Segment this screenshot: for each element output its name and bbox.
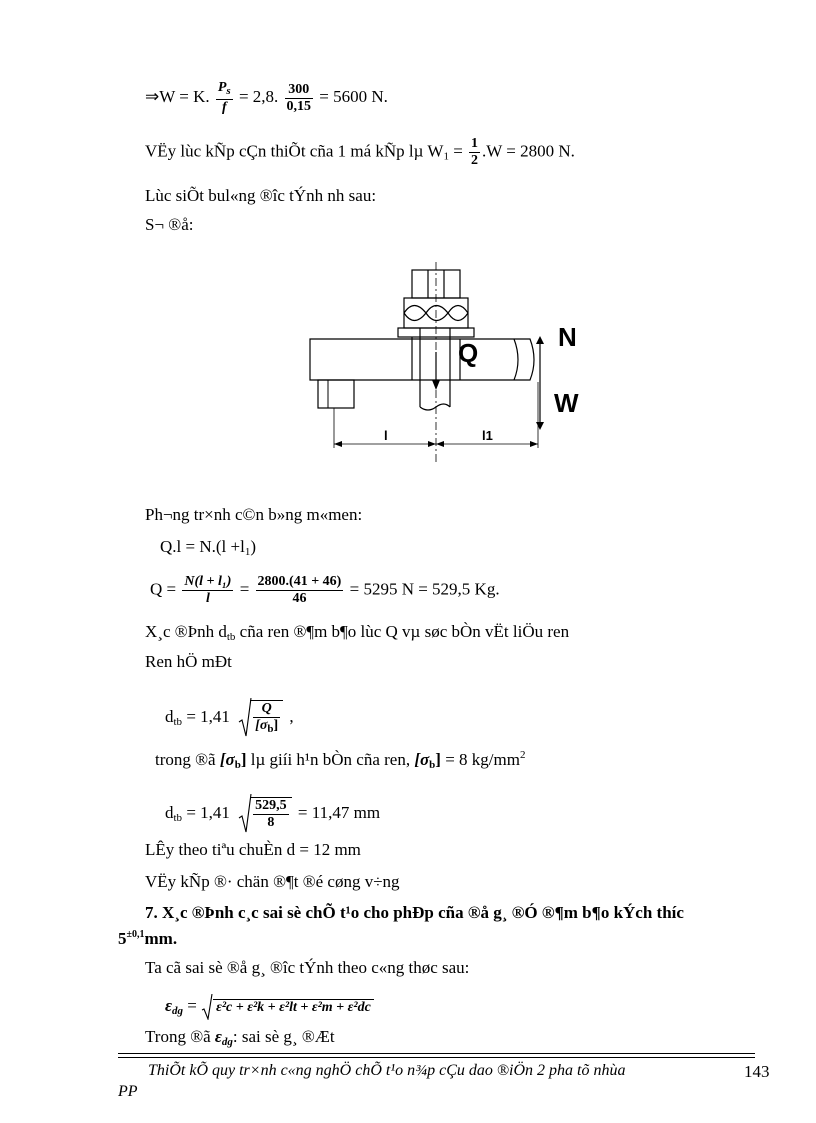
- text-dtb: [145, 622, 569, 647]
- footer-title: ThiÕt kÕ quy tr×nh c«ng nghÖ chÕ t¹o n¾p cÇu dao ®iÖn 2 pha tõ nhùa: [148, 1062, 626, 1079]
- text: =: [182, 995, 202, 1015]
- fraction-ps-f: [216, 80, 233, 116]
- text-moment-equation: Ph¬ng tr×nh c©n b»ng m«men:: [145, 505, 363, 524]
- sup: ±0,1: [126, 929, 145, 940]
- text-standard: LÊy theo tiªu chuÈn d = 12 mm: [145, 840, 361, 859]
- fraction-num: N(l + l₁): [184, 574, 232, 589]
- formula-dtb-1: [165, 698, 294, 738]
- den-text: [σ: [255, 717, 268, 733]
- fraction-den: [253, 718, 280, 737]
- den-text: ]: [273, 717, 279, 733]
- sub: dg: [171, 1004, 183, 1017]
- label-n: N: [558, 322, 577, 352]
- text: .W = 2800 N.: [482, 141, 575, 161]
- fraction-300: [285, 82, 314, 115]
- formula-text: = 2,8.: [238, 86, 279, 106]
- text: Q =: [150, 579, 177, 599]
- text: = 1,41: [182, 802, 230, 822]
- text-clamp-force: [145, 136, 575, 169]
- text: d: [165, 706, 174, 726]
- text-error-formula: Ta cã sai sè ®å g¸ ®îc tÝnh theo c«ng thøc sau:: [145, 958, 470, 977]
- fraction-num: 529,5: [255, 798, 287, 813]
- num-sub: s: [226, 85, 231, 97]
- fraction-den: 0,15: [286, 98, 312, 114]
- fraction-num: 300: [285, 82, 314, 99]
- label-l1: l1: [482, 428, 493, 443]
- fraction-num: 1: [471, 136, 479, 151]
- text: Q.l = N.(l +l: [160, 537, 245, 556]
- sub: tb: [173, 715, 183, 728]
- formula-w: [145, 80, 388, 116]
- sigma-end: ]: [435, 750, 441, 769]
- support-pin: [318, 380, 354, 408]
- footer-title-cont: PP: [118, 1083, 138, 1100]
- sigma-end: ]: [240, 750, 247, 769]
- formula-moment: [160, 537, 256, 562]
- num-text: P: [217, 80, 227, 95]
- text: trong ®ã: [155, 750, 220, 769]
- text-metric-thread: Ren hÖ mÐt: [145, 652, 232, 671]
- footer-rule: [118, 1057, 755, 1058]
- text: = 5295 N = 529,5 Kg.: [349, 579, 500, 599]
- fraction-2800: [256, 574, 344, 607]
- radicand: ε²c + ε²k + ε²lt + ε²m + ε²dc: [213, 999, 374, 1015]
- sup: 2: [519, 749, 526, 761]
- fraction-num: 2800.(41 + 46): [257, 574, 342, 589]
- fraction-den: 8: [267, 815, 275, 830]
- fraction-den: l: [205, 591, 210, 606]
- fraction-den: f: [221, 100, 227, 115]
- clamp-lever: [310, 339, 534, 380]
- fraction-half: [469, 136, 480, 169]
- text: lµ giíi h¹n bÒn cña ren,: [246, 750, 415, 769]
- text-diagram-label: S¬ ®å:: [145, 215, 194, 234]
- text-bolt-force: Lùc siÕt bul«ng ®îc tÝnh nh sau:: [145, 186, 377, 205]
- sub: tb: [173, 811, 183, 824]
- text: ): [250, 537, 256, 556]
- formula-q: [150, 574, 500, 607]
- formula-text: ⇒W = K.: [145, 86, 210, 106]
- den-sub: b: [267, 722, 274, 735]
- section-heading-7: 7. X¸c ®Þnh c¸c sai sè chÕ t¹o cho phÐp cña ®å g¸ ®Ó ®¶m b¶o kÝch thíc: [145, 903, 684, 922]
- sub: 1: [443, 150, 449, 163]
- text: : sai sè g¸ ®Æt: [232, 1027, 335, 1046]
- fraction-den: 46: [292, 591, 307, 606]
- text: = 8 kg/mm: [440, 750, 520, 769]
- fraction-nl: [182, 574, 233, 607]
- sqrt: [238, 794, 294, 834]
- text-setup-error: [145, 1027, 335, 1052]
- text: =: [453, 141, 463, 161]
- formula-text: = 5600 N.: [319, 86, 388, 106]
- sigma: [σ: [414, 750, 430, 769]
- epsilon: ε: [214, 1027, 222, 1046]
- label-q: Q: [458, 338, 479, 368]
- bolt: [412, 328, 450, 410]
- text: X¸c ®Þnh d: [145, 622, 227, 641]
- fraction-q-sigma: [250, 700, 283, 737]
- fraction-num: Q: [253, 701, 280, 718]
- clamp-diagram: [300, 262, 600, 462]
- sub: b: [234, 759, 241, 771]
- sub: dg: [221, 1036, 233, 1048]
- text: =: [239, 579, 250, 599]
- label-w: W: [554, 388, 579, 418]
- text: cña ren ®¶m b¶o lùc Q vµ søc bÒn vËt liÖu ren: [235, 622, 570, 641]
- fraction-den: 2: [471, 153, 479, 168]
- label-l: l: [384, 428, 388, 443]
- text: 5: [118, 929, 127, 948]
- fraction-num: [216, 80, 233, 100]
- formula-dtb-2: [165, 794, 380, 834]
- sigma: [σ: [219, 750, 235, 769]
- text: = 11,47 mm: [297, 802, 381, 822]
- sqrt-sign-icon: [201, 994, 213, 1020]
- sqrt: [238, 698, 285, 738]
- text: = 1,41: [182, 706, 230, 726]
- sub: 1: [244, 546, 251, 558]
- text: ,: [289, 706, 294, 726]
- sub: b: [429, 759, 436, 771]
- text: d: [165, 802, 174, 822]
- formula-epsilon: [165, 994, 374, 1021]
- text: VËy lùc kÑp cÇn thiÕt cña 1 má kÑp lµ W: [145, 141, 444, 161]
- section-heading-7-cont: [118, 925, 177, 949]
- text-rigidity: VËy kÑp ®· chän ®¶t ®é cøng v÷ng: [145, 872, 400, 891]
- epsilon: ε: [165, 995, 172, 1015]
- fraction-529: [250, 797, 292, 831]
- text-sigma-limit: [155, 745, 525, 775]
- sqrt: [201, 994, 374, 1020]
- footer-rule: [118, 1053, 755, 1054]
- sub: tb: [226, 631, 236, 643]
- text: mm.: [144, 929, 178, 948]
- page-number: 143: [744, 1062, 770, 1081]
- text: Trong ®ã: [145, 1027, 215, 1046]
